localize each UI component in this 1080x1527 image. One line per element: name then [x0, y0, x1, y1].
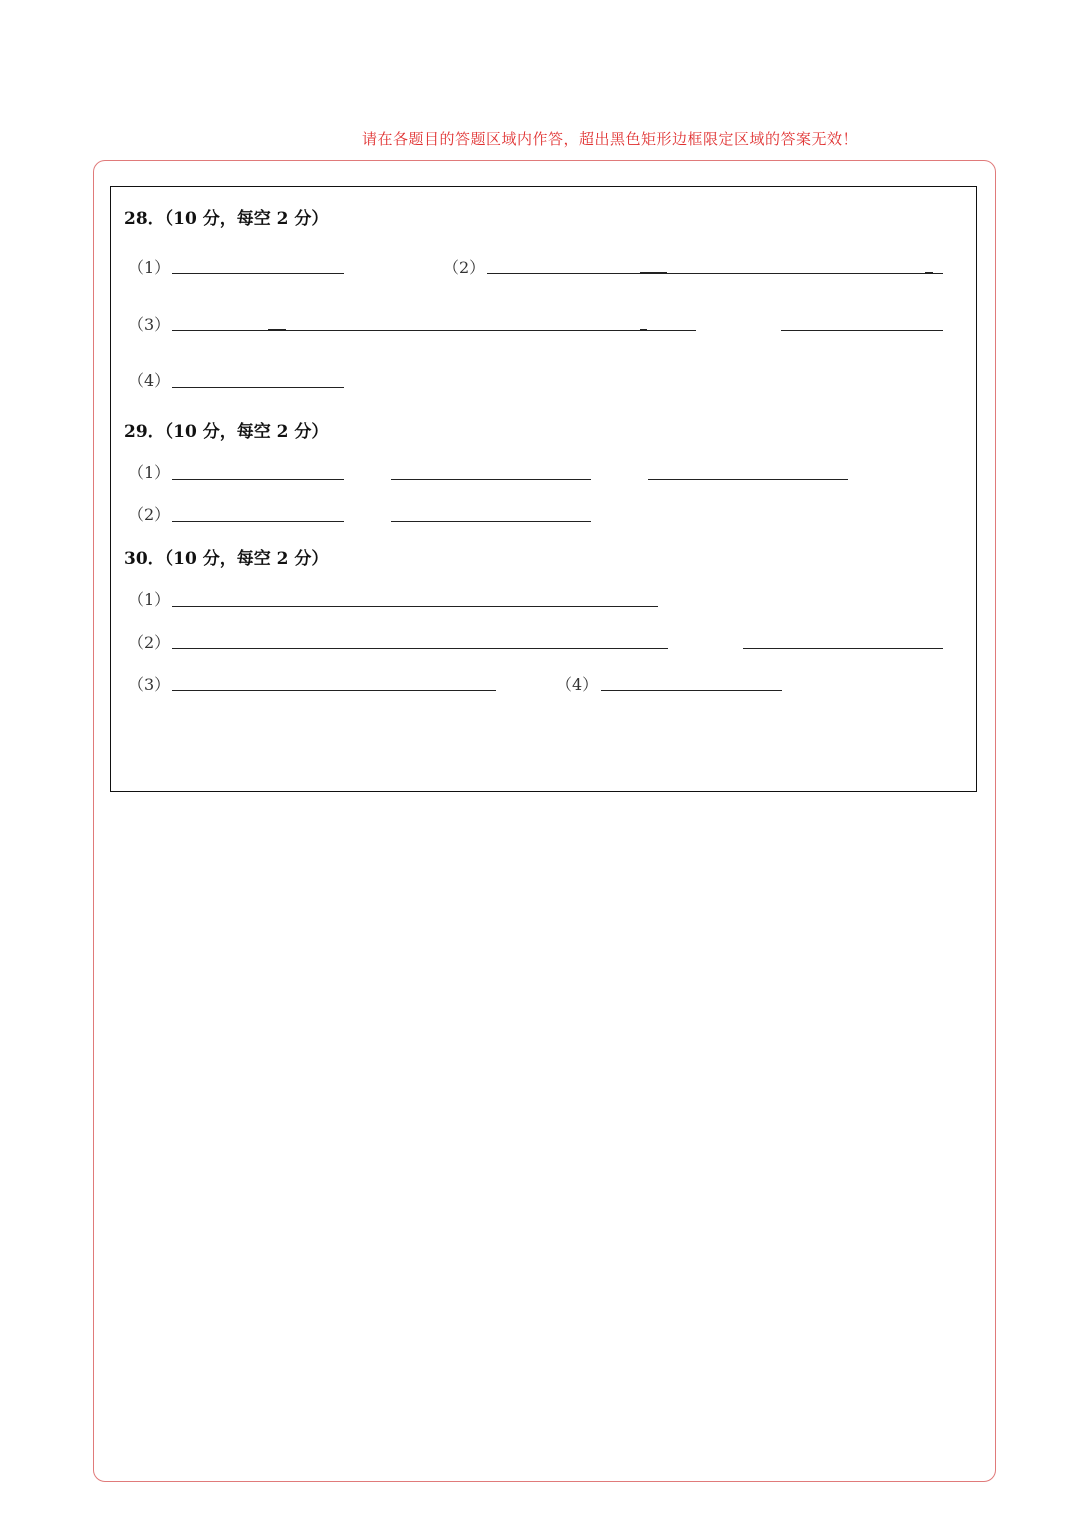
q28-answer-1-blank[interactable]	[172, 273, 344, 274]
q28-label-2: （2）	[443, 258, 486, 277]
q29-answer-1a-blank[interactable]	[172, 479, 344, 480]
q28-answer-3-blank[interactable]	[172, 330, 696, 331]
q29-answer-1c-blank[interactable]	[648, 479, 848, 480]
question-30-title: 30．（10 分，每空 2 分）	[124, 549, 329, 569]
q30-answer-2b-blank[interactable]	[743, 648, 943, 649]
q29-label-1: （1）	[128, 463, 171, 482]
q30-answer-3-blank[interactable]	[172, 690, 496, 691]
q28-blank-mark	[640, 272, 667, 274]
q30-label-2: （2）	[128, 633, 171, 652]
q28-blank-mark	[925, 272, 933, 274]
q28-blank-mark	[268, 329, 286, 331]
q30-label-4: （4）	[556, 675, 599, 694]
q28-label-3: （3）	[128, 315, 171, 334]
q30-answer-4-blank[interactable]	[601, 690, 782, 691]
instruction-notice: 请在各题目的答题区域内作答，超出黑色矩形边框限定区域的答案无效！	[361, 130, 858, 148]
q29-label-2: （2）	[128, 505, 171, 524]
q28-blank-mark	[640, 329, 647, 331]
q30-answer-2a-blank[interactable]	[172, 648, 668, 649]
q28-answer-3b-blank[interactable]	[781, 330, 943, 331]
q28-answer-2-blank[interactable]	[487, 273, 943, 274]
q30-answer-1-blank[interactable]	[172, 606, 658, 607]
q28-answer-4-blank[interactable]	[172, 387, 344, 388]
q28-label-4: （4）	[128, 371, 171, 390]
q29-answer-2a-blank[interactable]	[172, 521, 344, 522]
question-28-title: 28．（10 分，每空 2 分）	[124, 209, 329, 229]
question-29-title: 29．（10 分，每空 2 分）	[124, 422, 329, 442]
q28-label-1: （1）	[128, 258, 171, 277]
q29-answer-1b-blank[interactable]	[391, 479, 591, 480]
q30-label-3: （3）	[128, 675, 171, 694]
q30-label-1: （1）	[128, 590, 171, 609]
q29-answer-2b-blank[interactable]	[391, 521, 591, 522]
answer-box	[110, 186, 977, 792]
